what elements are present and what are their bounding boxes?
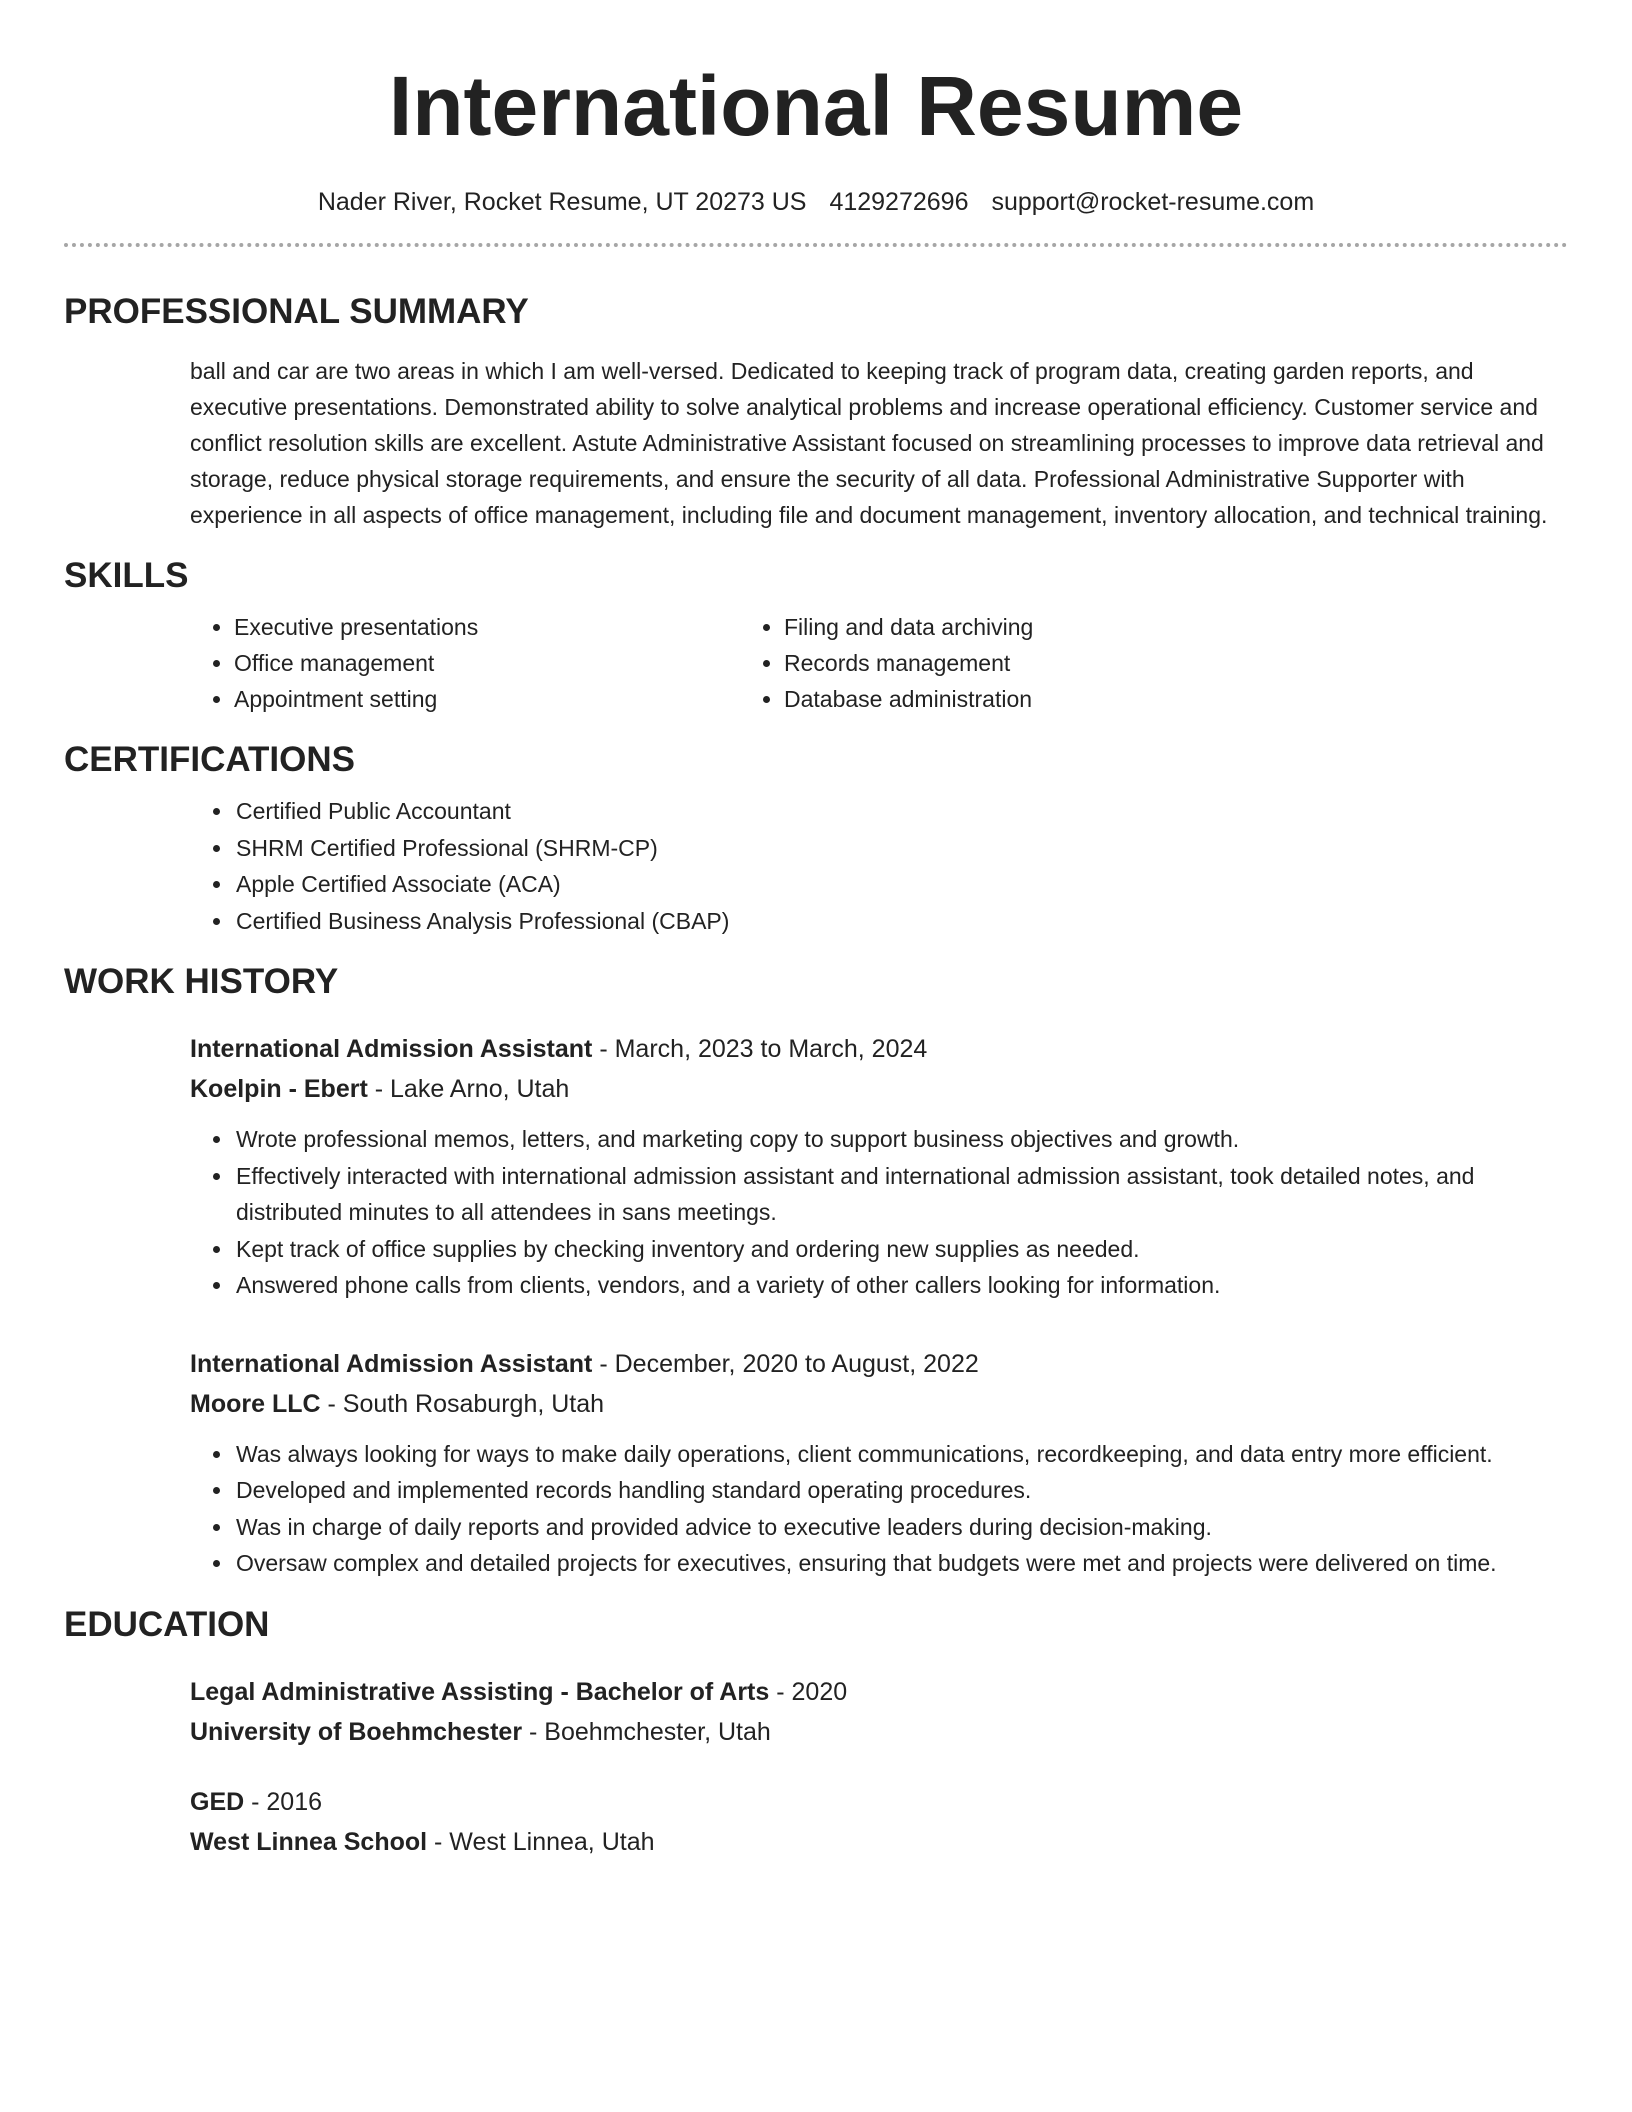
contact-address: Nader River, Rocket Resume, UT 20273 US [317,188,807,216]
contact-line [64,186,1568,218]
summary-text: ball and car are two areas in which I am well-versed. Dedicated to keeping track of program data, creating garden reports, and executive presentations. Demonstrated ability to solve analytical problems and increase operational efficiency. Customer service and conflict resolution skills are excellent. Astute Administrative Assistant focused on streamlining processes to improve data retrieval and storage, reduce physical storage requirements, and ensure the security of all data. Professional Administrative Supporter with experience in all aspects of office management, including file and document management, inventory allocation, and technical training. [190,358,1548,528]
education-year: - 2020 [769,1677,848,1706]
education-school-line [64,1712,1568,1752]
list-item: • Records management [784,645,1033,681]
list-item: • Effectively interacted with international admission assistant and international admission assistant, took detailed notes, and distributed minutes to all attendees in sans meetings. [234,1158,1568,1231]
education-degree-line [64,1672,1568,1712]
list-item: • Answered phone calls from clients, vendors, and a variety of other callers looking for information. [234,1267,1568,1304]
list-item: • Executive presentations [234,609,744,645]
certifications-section [64,739,1568,939]
list-item: • Oversaw complex and detailed projects for executives, ensuring that budgets were met and projects were delivered on time. [234,1545,1568,1582]
education-entry [64,1782,1568,1862]
education-location: - Boehmchester, Utah [522,1717,771,1746]
list-item: • Database administration [784,681,1033,717]
list-item: • Developed and implemented records handling standard operating procedures. [234,1472,1568,1509]
job-location: - Lake Arno, Utah [367,1075,570,1103]
list-item: • Kept track of office supplies by checking inventory and ordering new supplies as needed. [234,1231,1568,1268]
resume-title: International Resume [388,59,1244,153]
contact-email: support@rocket-resume.com [991,188,1315,216]
skills-list-left [64,609,744,717]
work-history-section [64,961,1568,1582]
job-entry [64,1029,1568,1304]
job-role-line [64,1029,1568,1069]
certifications-heading: CERTIFICATIONS [64,740,356,779]
education-school: West Linnea School [190,1827,428,1856]
skills-list-right [744,609,1033,717]
list-item: • Filing and data archiving [784,609,1033,645]
list-item: • Was in charge of daily reports and provided advice to executive leaders during decision-making. [234,1509,1568,1546]
education-year: - 2016 [244,1787,323,1816]
education-degree: Legal Administrative Assisting - Bachelor of Arts [190,1677,770,1706]
list-item: • Certified Public Accountant [234,793,1568,830]
certifications-list [64,793,1568,939]
education-entry [64,1672,1568,1752]
list-item: • Wrote professional memos, letters, and marketing copy to support business objectives and growth. [234,1121,1568,1158]
list-item: • Office management [234,645,744,681]
list-item: • Was always looking for ways to make daily operations, client communications, recordkeeping, and data entry more efficient. [234,1436,1568,1473]
job-bullets [64,1121,1568,1304]
job-company: Moore LLC [190,1389,321,1418]
job-company-line [64,1069,1568,1109]
contact-phone: 4129272696 [829,188,969,216]
education-degree: GED [190,1787,245,1816]
job-dates: - March, 2023 to March, 2024 [592,1035,928,1063]
summary-section [64,291,1568,533]
work-history-heading: WORK HISTORY [64,962,339,1001]
list-item: • Apple Certified Associate (ACA) [234,866,1568,903]
job-role: International Admission Assistant [190,1349,593,1378]
job-entry [64,1344,1568,1582]
list-item: • Certified Business Analysis Professional (CBAP) [234,903,1568,940]
job-bullets [64,1436,1568,1582]
education-degree-line [64,1782,1568,1822]
job-role-line [64,1344,1568,1384]
education-school-line [64,1822,1568,1862]
education-section [64,1604,1568,1862]
job-company: Koelpin - Ebert [190,1075,368,1103]
skills-section [64,555,1568,717]
job-dates: - December, 2020 to August, 2022 [592,1349,979,1378]
skills-heading: SKILLS [64,556,189,595]
list-item: • SHRM Certified Professional (SHRM-CP) [234,830,1568,867]
summary-heading: PROFESSIONAL SUMMARY [64,292,529,331]
education-school: University of Boehmchester [190,1717,523,1746]
education-location: - West Linnea, Utah [427,1827,655,1856]
skills-columns [64,609,1568,717]
education-heading: EDUCATION [64,1604,270,1644]
job-company-line [64,1384,1568,1424]
job-location: - South Rosaburgh, Utah [320,1389,605,1418]
list-item: • Appointment setting [234,681,744,717]
job-role: International Admission Assistant [190,1035,593,1063]
header-divider [64,243,1568,247]
